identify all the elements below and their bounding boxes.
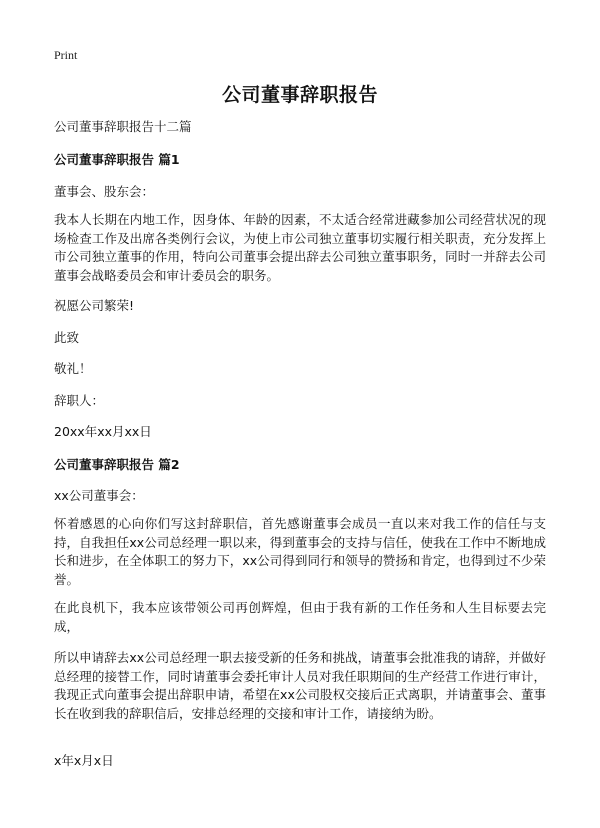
article-1-closing-1: 此致 bbox=[54, 330, 80, 345]
print-link[interactable]: Print bbox=[54, 48, 78, 62]
article-2-salutation: xx公司董事会： bbox=[54, 488, 144, 503]
article-1-body: 我本人长期在内地工作，因身体、年龄的因素，不太适合经常进藏参加公司经营状况的现场检查工作及出席各类例行会议，为使上市公司独立董事切实履行相关职责，充分发挥上市公司独立董事的作用，特向公司董事会提出辞去公司独立董事职务，同时一并辞去公司董事会战略委员会和审计委员会的职务。 bbox=[54, 212, 546, 283]
article-2-date: x年x月x日 bbox=[54, 753, 114, 768]
article-2-body-1: 怀着感恩的心向你们写这封辞职信，首先感谢董事会成员一直以来对我工作的信任与支持，自我担任xx公司总经理一职以来，得到董事会的支持与信任，使我在工作中不断地成长和进步，在全体职工的努力下，xx公司得到同行和领导的赞扬和肯定，也得到过不少荣誉。 bbox=[54, 516, 546, 587]
article-2-heading: 公司董事辞职报告 篇2 bbox=[54, 457, 180, 472]
article-1-heading: 公司董事辞职报告 篇1 bbox=[54, 152, 180, 167]
page-title: 公司董事辞职报告 bbox=[221, 84, 378, 106]
article-1-salutation: 董事会、股东会： bbox=[54, 184, 155, 199]
article-2-body-3: 所以申请辞去xx公司总经理一职去接受新的任务和挑战，请董事会批准我的请辞，并做好总经理的接替工作，同时请董事会委托审计人员对我任职期间的生产经营工作进行审计，我现正式向董事会提出辞职申请，希望在xx公司股权交接后正式离职，并请董事会、董事长在收到我的辞职信后，安排总经理的交接和审计工作，请接纳为盼。 bbox=[54, 650, 546, 721]
subtitle: 公司董事辞职报告十二篇 bbox=[54, 119, 192, 134]
article-1-date: 20xx年xx月xx日 bbox=[54, 424, 152, 439]
article-1-closing-2: 敬礼！ bbox=[54, 361, 92, 376]
article-1-signer: 辞职人： bbox=[54, 393, 105, 408]
article-1-wish: 祝愿公司繁荣! bbox=[54, 298, 135, 313]
article-2-body-2: 在此良机下，我本应该带领公司再创辉煌，但由于我有新的工作任务和人生目标要去完成， bbox=[54, 600, 546, 634]
